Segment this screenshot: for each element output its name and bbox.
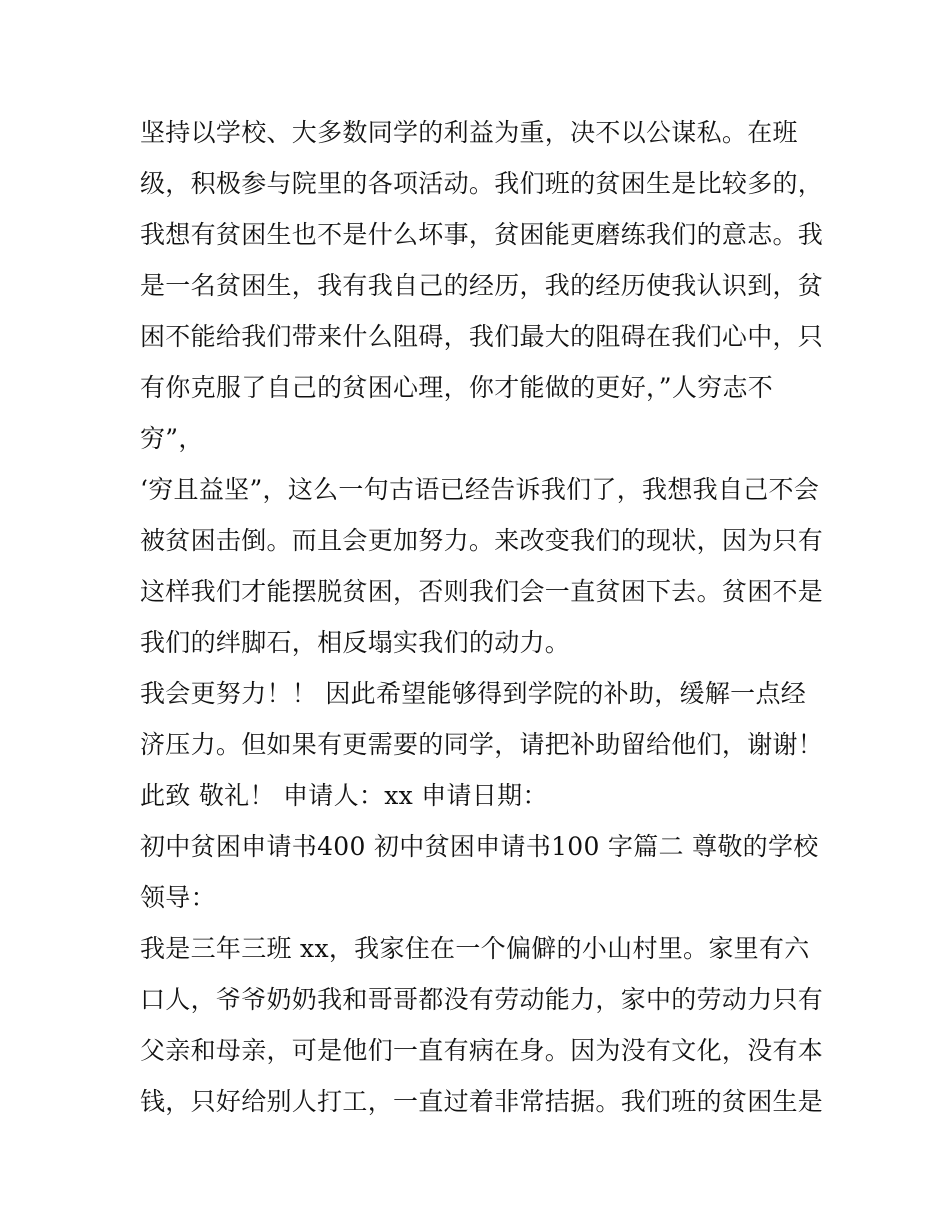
text-line: 口人，爷爷奶奶我和哥哥都没有劳动能力，家中的劳动力只有: [140, 985, 824, 1014]
text-line: 领导：: [140, 883, 216, 912]
text-line: 济压力。但如果有更需要的同学，请把补助留给他们，谢谢！: [140, 730, 824, 759]
text-line: 此致 敬礼！ 申请人：xx 申请日期：: [140, 781, 548, 810]
text-line: 我们的绊脚石，相反塌实我们的动力。: [140, 628, 571, 657]
text-line: 是一名贫困生，我有我自己的经历，我的经历使我认识到，贫: [140, 271, 824, 300]
document-body: [140, 107, 824, 1127]
text-line: 被贫困击倒。而且会更加努力。来改变我们的现状，因为只有: [140, 526, 824, 555]
text-line: 坚持以学校、大多数同学的利益为重，决不以公谋私。在班: [140, 118, 798, 147]
text-line: 级，积极参与院里的各项活动。我们班的贫困生是比较多的，: [140, 169, 824, 198]
text-line: 有你克服了自己的贫困心理，你才能做的更好，”人穷志不: [140, 373, 774, 402]
text-line: 初中贫困申请书400 初中贫困申请书100 字篇二 尊敬的学校: [140, 832, 819, 861]
text-line: 穷”，: [140, 424, 204, 453]
text-line: 我会更努力！！ 因此希望能够得到学院的补助，缓解一点经: [140, 679, 807, 708]
text-line: 这样我们才能摆脱贫困，否则我们会一直贫困下去。贫困不是: [140, 577, 824, 606]
text-line: 父亲和母亲，可是他们一直有病在身。因为没有文化，没有本: [140, 1036, 824, 1065]
text-line: 我是三年三班 xx，我家住在一个偏僻的小山村里。家里有六: [140, 934, 810, 963]
text-line: 钱，只好给别人打工，一直过着非常拮据。我们班的贫困生是: [140, 1087, 824, 1116]
text-line: 我想有贫困生也不是什么坏事，贫困能更磨练我们的意志。我: [140, 220, 824, 249]
text-line: 困不能给我们带来什么阻碍，我们最大的阻碍在我们心中，只: [140, 322, 824, 351]
text-line: ‘穷且益坚”，这么一句古语已经告诉我们了，我想我自己不会: [140, 475, 820, 504]
